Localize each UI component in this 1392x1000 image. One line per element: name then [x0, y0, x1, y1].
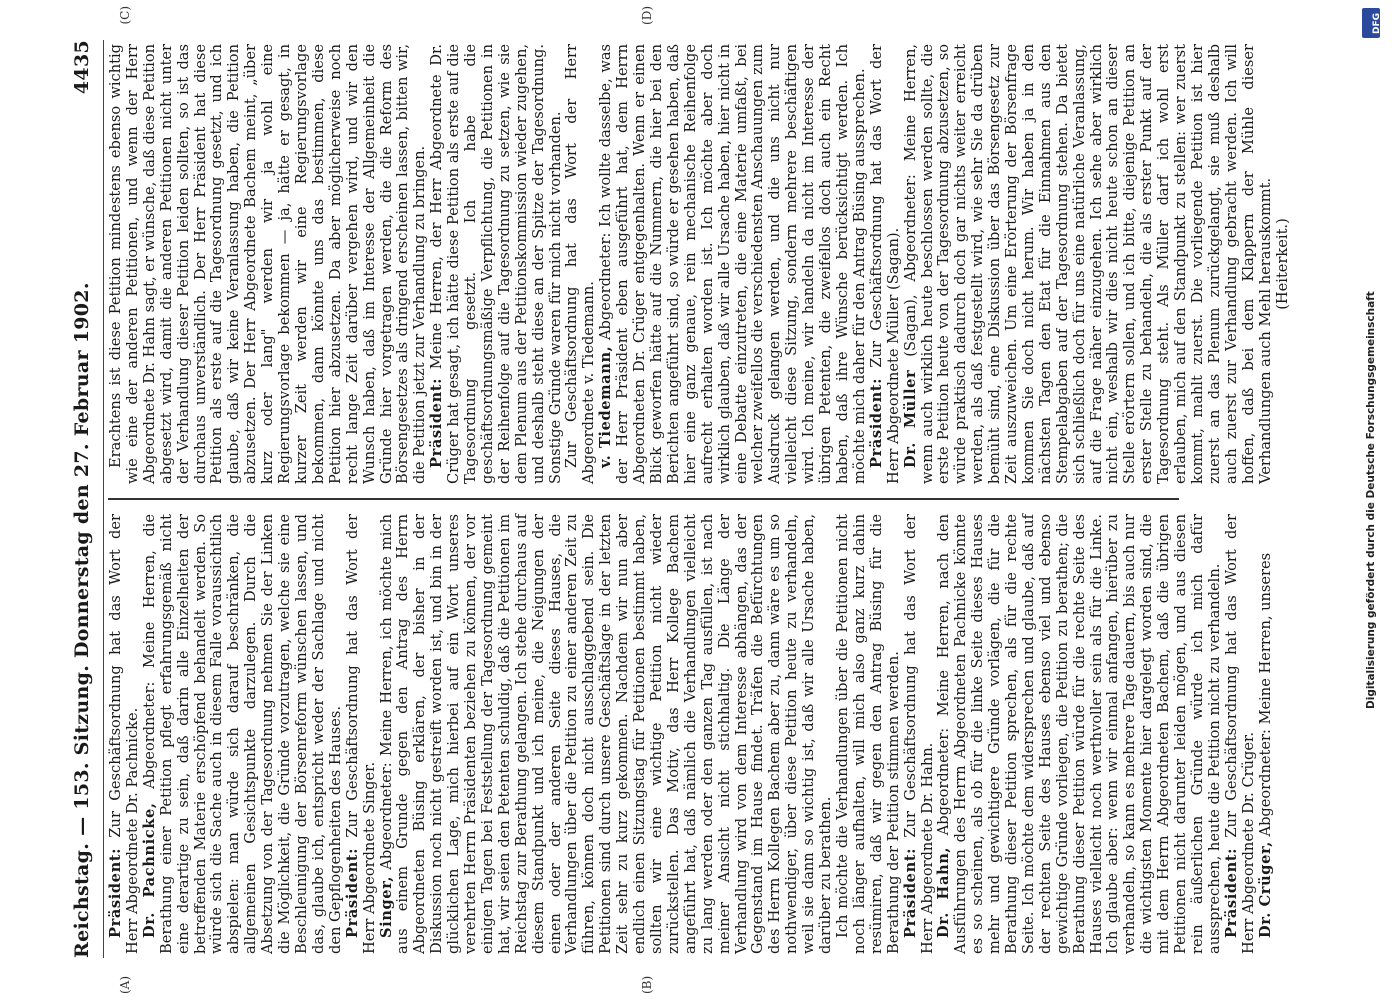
paragraph-text: Abgeordneter: Meine Herren, unseres [1256, 552, 1274, 837]
paragraph [869, 44, 903, 484]
paragraph [142, 514, 345, 954]
speaker-name: Singer, [377, 875, 395, 938]
page-number: 4435 [71, 40, 93, 95]
paragraph-text: (Sagan), Abgeordneter: Meine Herren, wenn auch wirklich heute beschlossen werden sollte, die erste Petition heute von der Tagesordnung abzusetzen, so würde praktisch dadurch doch gar nichts weiter erreicht werden, als daß festgestellt wird, wie sehr Sie da drüben bemüht sind, eine Diskussion über das Börsengesetz zur Zeit auszuweichen. Um eine Erörterung der Börsenfrage kommen Sie doch nicht herum. Wir haben ja in den nächsten Tagen den Etat für die Einnahmen aus den Stempelabgaben auf der Tagesordnung stehen. Da bietet sich schließlich doch für uns eine natürliche Veranlassung, auf die Frage näher einzugehen. Ich sehe aber wirklich nicht ein, weshalb wir dies nicht heute schon an dieser Stelle erörtern sollen, und ich bitte, diejenige Petition an erster Stelle zu behandeln, die als erster Punkt auf der Tagesordnung steht. Als Müller darf ich wohl erst erlauben, mich auf den Standpunkt zu stellen: wer zuerst kommt, mahlt zuerst. Die vorliegende Petition ist hier zuerst an das Plenum zurückgelangt, sie muß deshalb auch zuerst zur Verhandlung gebracht werden. Ich will hoffen, daß bei dem Klappern der Mühle dieser Verhandlungen auch Mehl herauskommt. [901, 43, 1274, 484]
paragraph-text: (Heiterkeit.) [1273, 218, 1291, 310]
speaker-name: Präsident: [343, 847, 361, 938]
paragraph [379, 514, 835, 954]
paragraph [108, 44, 429, 484]
paragraph [429, 44, 564, 484]
digitization-credit: Digitalisierung gefördert durch die Deutsche Forschungsgemeinschaft [1365, 291, 1377, 709]
text-columns [107, 40, 1291, 958]
speaker-name: Dr. Hahn, [935, 846, 953, 938]
right-column [107, 40, 1291, 498]
paragraph [564, 44, 598, 484]
paragraph-text: Zur Geschäftsordnung hat das Wort der Herr Abgeordnete Dr. Hahn. [901, 514, 936, 954]
paragraph-text: Abgeordneter: Meine Herren, nach den Ausführungen des Herrn Abgeordneten Pachnicke könnte es so scheinen, als ob für die linke Seite dieses Hauses mehr und gewichtigere Gründe vorlägen, die für die Berathung dieser Petition sprechen, als für die rechte Seite. Ich möchte dem widersprechen und glaube, daß auf der rechten Seite des Hauses ebenso viel und ebenso gewichtige Gründe vorliegen, die Petition zu berathen; die Berathung dieser Petition würde für die rechte Seite des Hauses vielleicht noch werthvoller sein als für die Linke. Ich glaube aber: wenn wir einmal anfangen, hierüber zu verhandeln, so kann es mehrere Tage dauern, bis auch nur die wichtigsten Momente hier dargelegt worden sind, die mit dem Herrn Abgeordneten Bachem, daß die übrigen Petitionen nicht darunter leiden mögen, und aus diesen rein äußerlichen Gründe würde ich mich dafür aussprechen, heute die Petition nicht zu verhandeln. [935, 514, 1223, 954]
paragraph [345, 514, 379, 954]
paragraph [1258, 514, 1275, 954]
paragraph [1224, 514, 1258, 954]
margin-mark-d: (D) [640, 6, 654, 25]
paragraph [835, 514, 903, 954]
paragraph-text: Zur Geschäftsordnung hat das Wort der Herr Abgeordnete Müller (Sagan). [867, 44, 902, 484]
left-column [107, 500, 1274, 958]
margin-mark-a: (A) [118, 975, 132, 994]
paragraph-text: Meine Herren, der Herr Abgeordnete Dr. Crüger hat gesagt, ich hätte diese Petition als erste auf die Tagesordnung gesetzt. Ich habe die geschäftsordnungsmäßige Verpflichtung, die Petitionen in der Reihenfolge auf die Tagesordnung zu setzen, wie sie dem Plenum aus der Petitionskommission wieder zugehen, und deshalb steht diese an der Spitze der Tagesordnung. Sonstige Gründe waren für mich nicht vorhanden. [428, 43, 564, 484]
paragraph-text: Zur Geschäftsordnung hat das Wort der Herr Abgeordnete Singer. [343, 514, 378, 954]
speaker-name: Dr. Crüger, [1256, 841, 1274, 938]
speaker-name: Dr. Pachnicke, [140, 802, 158, 938]
paragraph [1275, 44, 1292, 484]
paragraph [936, 514, 1223, 954]
paragraph-text: Zur Geschäftsordnung hat das Wort der Herr Abgeordnete v. Tiedemann. [563, 44, 598, 484]
speaker-name: Dr. Müller [901, 369, 919, 468]
column-rule [108, 498, 1179, 500]
paragraph-text: Abgeordneter: Meine Herren, ich möchte mich aus einem Grunde gegen den Antrag des Herrn Abgeordneten Büsing erklären, der bisher in der Diskussion noch nicht gestreift worden ist, und bin in der glücklichen Lage, mich hierbei auf ein Wort unseres verehrten Herrn Präsidenten beziehen zu können, der vor einigen Tagen bei Feststellung der Tagesordnung gemeint hat, wir seien den Petenten schuldig, daß die Petitionen im Reichstag zur Berathung gelangen. Ich stehe durchaus auf diesem Standpunkt und ich meine, die Neigungen der einen oder der anderen Seite dieses Hauses, die Verhandlungen über die Petition zu einer anderen Zeit zu führen, können doch nicht ausschlaggebend sein. Die Petitionen sind durch unsere Geschäftslage in der letzten Zeit sehr zu kurz gekommen. Nachdem wir nun aber endlich einen Sitzungstag für Petitionen bestimmt haben, sollten wir eine wichtige Petition nicht wieder zurückstellen. Das Motiv, das Herr Kollege Bachem angeführt hat, daß nämlich die Verhandlungen vielleicht zu lang werden oder den ganzen Tag ausfüllen, ist nach meiner Ansicht nicht stichhaltig. Die Länge der Verhandlung wird von dem Interesse abhängen, das der Gegenstand im Hause findet. Träfen die Befürchtungen des Herrn Kollegen Bachem aber zu, dann wäre es um so nothwendiger, über diese Petition heute zu verhandeln, weil sie dann so wichtig ist, daß wir alle Ursache haben, darüber zu berathen. [377, 514, 835, 954]
paragraph [108, 514, 142, 954]
margin-mark-c: (C) [118, 6, 132, 25]
paragraph-text: Zur Geschäftsordnung hat das Wort der Herr Abgeordnete Dr. Pachnicke. [107, 514, 141, 954]
speaker-name: Präsident: [107, 847, 124, 938]
paragraph-text: Abgeordneter: Meine Herren, die Berathung einer Petition pflegt erfahrungsgemäß nicht eine derartige zu sein, daß darin alle Einzelheiten der betreffenden Materie erschöpfend behandelt werden. So würde sich die Sache auch in diesem Falle voraussichtlich abspielen: man würde sich darauf beschränken, die allgemeinen Gesichtspunkte darzulegen. Durch die Absetzung von der Tagesordnung nehmen Sie der Linken die Möglichkeit, die Gründe vorzutragen, welche sie eine Beschleunigung der Börsenreform wünschen lassen, und das, glaube ich, entspricht weder der Sachlage und nicht den Gepflogenheiten des Hauses. [140, 513, 344, 954]
speaker-name: v. Tiedemann, [597, 345, 615, 468]
running-header [62, 40, 102, 958]
paragraph-text: Zur Geschäftsordnung hat das Wort der Herr Abgeordnete Dr. Crüger. [1222, 514, 1257, 954]
speaker-name: Präsident: [867, 377, 885, 468]
header-divider [103, 40, 104, 958]
paragraph [598, 44, 869, 484]
speaker-name: Präsident: [1222, 847, 1240, 938]
dfg-logo-badge: DFG [1362, 8, 1380, 38]
paragraph [903, 44, 1275, 484]
speaker-name: Präsident: [428, 377, 446, 468]
paragraph [903, 514, 937, 954]
paragraph-text: Erachtens ist diese Petition mindestens ebenso wichtig wie eine der anderen Petitionen, und wenn der Herr Abgeordnete Dr. Hahn sagt, er wünsche, daß diese Petition abgesetzt wird, damit die anderen Petitionen nicht unter der Verhandlung dieser Petition leiden sollten, so ist das durchaus unverständlich. Der Herr Präsident hat diese Petition als erste auf die Tagesordnung gesetzt, und ich glaube, daß wir keine Veranlassung haben, die Petition abzusetzen. Der Herr Abgeordnete Bachem meint, „über kurz oder lang" werden wir ja wohl eine Regierungsvorlage bekommen — ja, hätte er gesagt, in kurzer Zeit werden wir eine Regierungsvorlage bekommen, dann könnte uns das bestimmen, diese Petition hier abzusetzen. Da aber möglicherweise noch recht lange Zeit darüber vergehen wird, und wir den Wunsch haben, daß im Interesse der Allgemeinheit die Gründe hier vorgetragen werden, die die Reform des Börsengesetzes als dringend erscheinen lassen, bitten wir, die Petition jetzt zur Verhandlung zu bringen. [107, 44, 429, 484]
speaker-name: Präsident: [901, 847, 919, 938]
running-title: Reichstag. — 153. Sitzung. Donnerstag den 27. Februar 1902. [71, 282, 93, 958]
paragraph-text: Abgeordneter: Ich wollte dasselbe, was der Herr Präsident eben ausgeführt hat, dem Herrn Abgeordneten Dr. Crüger entgegenhalten. Wenn er einen Blick geworfen hätte auf die Nummern, die hier bei den Berichten angeführt sind, so würde er gesehen haben, daß hier eine ganz genaue, rein mechanische Reihenfolge aufrecht erhalten worden ist. Ich möchte aber doch wirklich glauben, daß wir alle Ursache haben, hier nicht in eine Debatte einzutreten, die eine Materie umfaßt, bei welcher zweifellos die verschiedensten Anschauungen zum Ausdruck gelangen werden, und die uns nicht nur vielleicht diese Sitzung, sondern mehrere beschäftigen wird. Ich meine, wir handeln da nicht im Interesse der übrigen Petenten, die zweifellos doch auch ein Recht haben, daß ihre Wünsche berücksichtigt werden. Ich möchte mich daher für den Antrag Büsing aussprechen. [597, 43, 868, 484]
paragraph-text: Ich möchte die Verhandlungen über die Petitionen nicht noch länger aufhalten, will mich also ganz kurz dahin resümiren, daß wir gegen den Antrag Büsing für die Berathung der Petition stimmen werden. [833, 514, 902, 954]
margin-mark-b: (B) [640, 975, 654, 994]
